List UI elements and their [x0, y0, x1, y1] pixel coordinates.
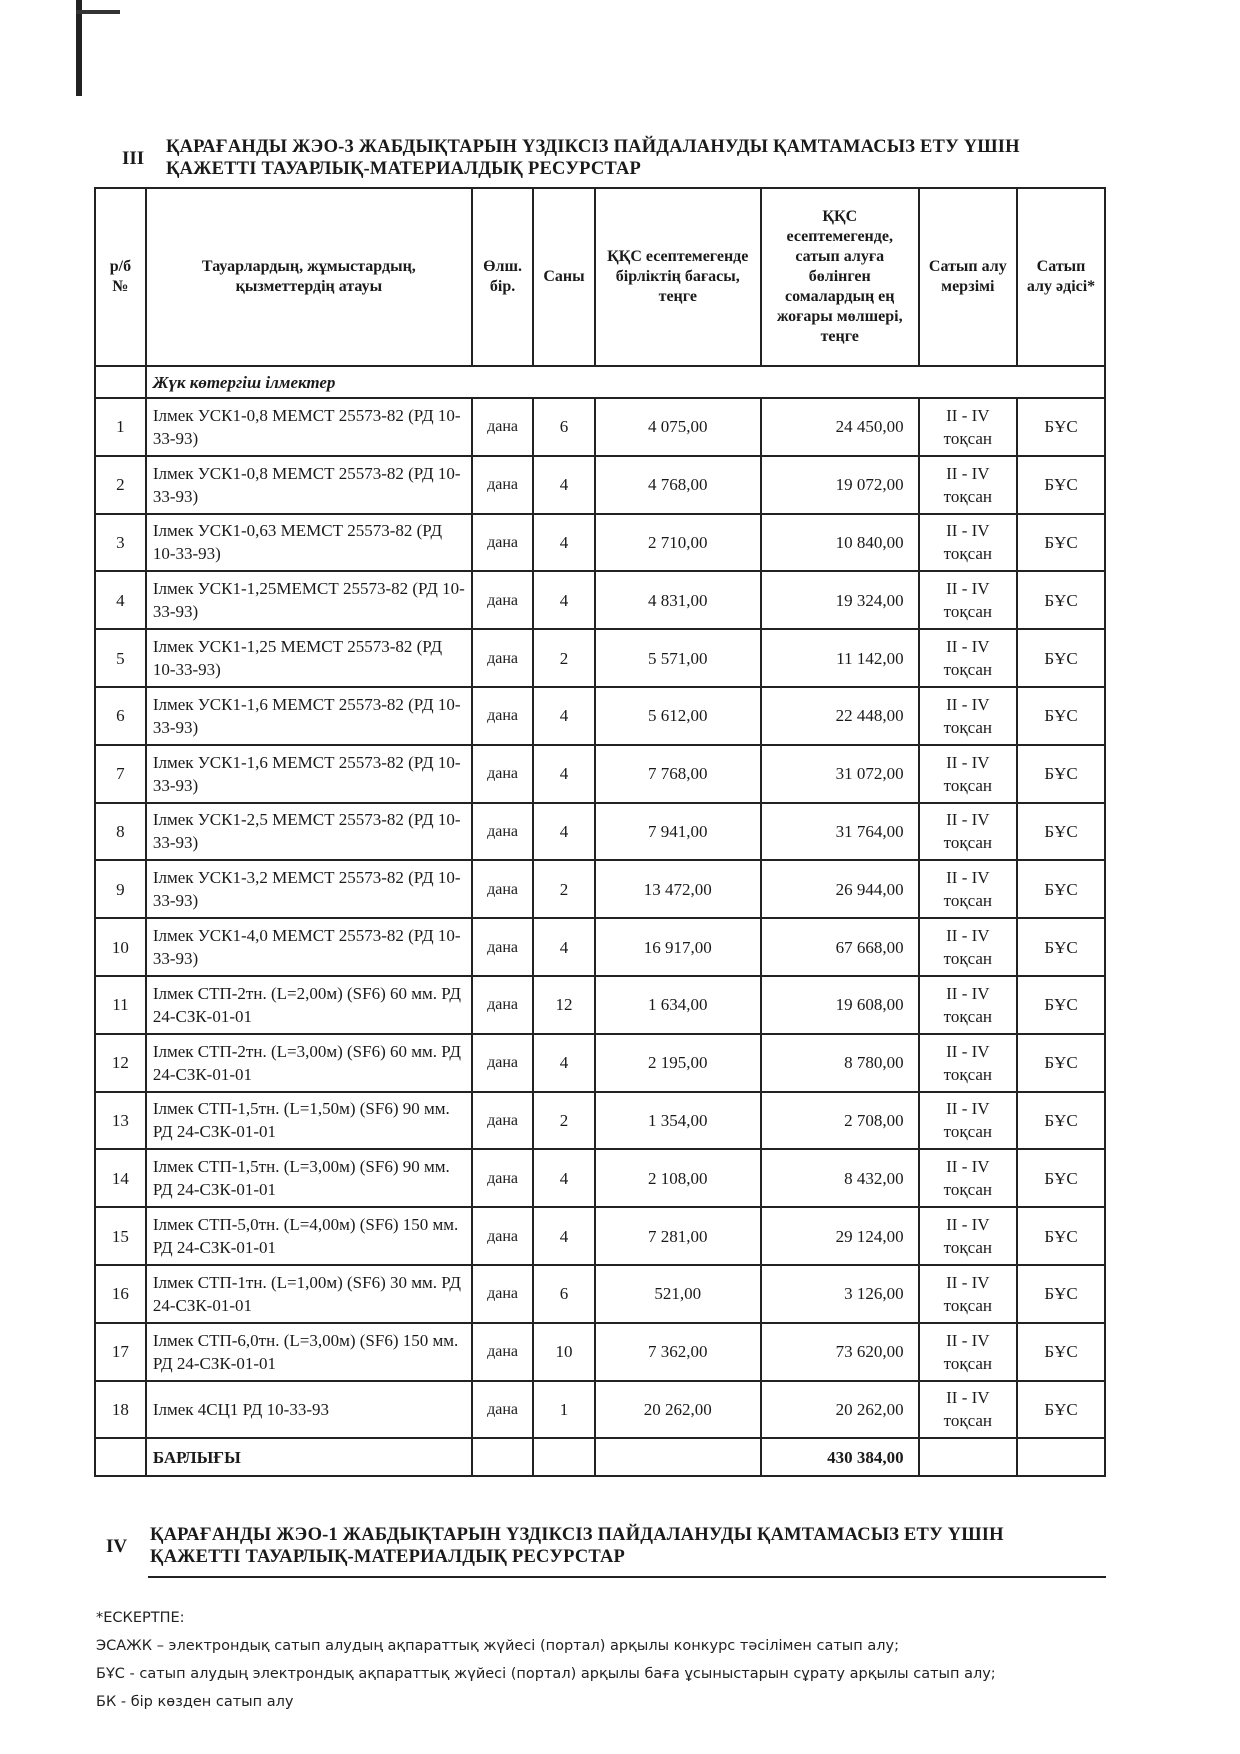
purchase-method-cell: БҰС [1017, 918, 1105, 976]
unit-cell: дана [472, 1323, 533, 1381]
unit-price-cell: 521,00 [595, 1265, 761, 1323]
unit-cell: дана [472, 571, 533, 629]
max-sum-cell: 10 840,00 [761, 514, 919, 572]
item-name: Ілмек СТП-2тн. (L=2,00м) (SF6) 60 мм. РД 24-СЗК-01-01 [146, 976, 472, 1034]
purchase-method-cell: БҰС [1017, 860, 1105, 918]
table-row [95, 629, 1105, 687]
quantity-cell: 1 [533, 1381, 594, 1439]
unit-cell: дана [472, 860, 533, 918]
table-row [95, 1149, 1105, 1207]
section-3-title-line2: ҚАЖЕТТІ ТАУАРЛЫҚ-МАТЕРИАЛДЫҚ РЕСУРСТАР [166, 159, 642, 179]
max-sum-cell: 29 124,00 [761, 1207, 919, 1265]
section-3-number: III [122, 148, 145, 169]
max-sum-cell: 8 780,00 [761, 1034, 919, 1092]
max-sum-cell: 31 764,00 [761, 803, 919, 861]
unit-price-cell: 20 262,00 [595, 1381, 761, 1439]
table-row [95, 803, 1105, 861]
unit-price-cell: 4 831,00 [595, 571, 761, 629]
purchase-term-cell: ІІ - ІV тоқсан [919, 1323, 1017, 1381]
table-row [95, 687, 1105, 745]
purchase-term-cell: ІІ - ІV тоқсан [919, 1381, 1017, 1439]
item-name: Ілмек 4СЦ1 РД 10-33-93 [146, 1381, 472, 1439]
max-sum-cell: 19 608,00 [761, 976, 919, 1034]
max-sum-cell: 19 072,00 [761, 456, 919, 514]
max-sum-cell: 26 944,00 [761, 860, 919, 918]
quantity-cell: 4 [533, 687, 594, 745]
notes-line: БК - бір көзден сатып алу [96, 1694, 294, 1710]
unit-price-cell: 5 571,00 [595, 629, 761, 687]
unit-price-cell: 5 612,00 [595, 687, 761, 745]
row-number: 1 [95, 398, 146, 456]
total-empty-cell [533, 1438, 594, 1476]
unit-price-cell: 7 941,00 [595, 803, 761, 861]
row-number: 9 [95, 860, 146, 918]
purchase-term-cell: ІІ - ІV тоқсан [919, 1207, 1017, 1265]
scan-border-mark [76, 0, 82, 96]
quantity-cell: 4 [533, 456, 594, 514]
unit-cell: дана [472, 918, 533, 976]
item-name: Ілмек УСК1-1,6 МЕМСТ 25573-82 (РД 10-33-93) [146, 745, 472, 803]
max-sum-cell: 19 324,00 [761, 571, 919, 629]
section-3-title-line1: ҚАРАҒАНДЫ ЖЭО-3 ЖАБДЫҚТАРЫН ҮЗДІКСІЗ ПАЙДАЛАНУДЫ ҚАМТАМАСЫЗ ЕТУ ҮШІН [166, 137, 1020, 157]
quantity-cell: 6 [533, 398, 594, 456]
max-sum-cell: 31 072,00 [761, 745, 919, 803]
item-name: Ілмек УСК1-1,25МЕМСТ 25573-82 (РД 10-33-93) [146, 571, 472, 629]
table-row [95, 1092, 1105, 1150]
section-4-title [150, 1524, 1004, 1568]
purchase-method-cell: БҰС [1017, 976, 1105, 1034]
purchase-term-cell: ІІ - ІV тоқсан [919, 803, 1017, 861]
quantity-cell: 2 [533, 1092, 594, 1150]
row-number: 5 [95, 629, 146, 687]
header-method: Сатып алу әдісі* [1017, 188, 1105, 366]
table-row [95, 398, 1105, 456]
row-number: 17 [95, 1323, 146, 1381]
section-4-title-line2: ҚАЖЕТТІ ТАУАРЛЫҚ-МАТЕРИАЛДЫҚ РЕСУРСТАР [150, 1547, 626, 1567]
quantity-cell: 4 [533, 1207, 594, 1265]
item-name: Ілмек УСК1-3,2 МЕМСТ 25573-82 (РД 10-33-93) [146, 860, 472, 918]
row-number: 10 [95, 918, 146, 976]
row-number: 14 [95, 1149, 146, 1207]
row-number: 11 [95, 976, 146, 1034]
table-header-row [95, 188, 1105, 366]
item-name: Ілмек СТП-2тн. (L=3,00м) (SF6) 60 мм. РД 24-СЗК-01-01 [146, 1034, 472, 1092]
total-sum: 430 384,00 [761, 1438, 919, 1476]
header-no: р/б № [95, 188, 146, 366]
group-label: Жүк көтергіш ілмектер [146, 366, 1105, 398]
unit-cell: дана [472, 398, 533, 456]
notes-heading: *ЕСКЕРТПЕ: [96, 1610, 185, 1626]
purchase-method-cell: БҰС [1017, 514, 1105, 572]
quantity-cell: 10 [533, 1323, 594, 1381]
table-row [95, 456, 1105, 514]
purchase-method-cell: БҰС [1017, 1323, 1105, 1381]
table-row [95, 1323, 1105, 1381]
row-number: 12 [95, 1034, 146, 1092]
quantity-cell: 4 [533, 1034, 594, 1092]
unit-cell: дана [472, 687, 533, 745]
table-row [95, 1381, 1105, 1439]
max-sum-cell: 11 142,00 [761, 629, 919, 687]
unit-price-cell: 4 768,00 [595, 456, 761, 514]
item-name: Ілмек СТП-1тн. (L=1,00м) (SF6) 30 мм. РД 24-СЗК-01-01 [146, 1265, 472, 1323]
table-row [95, 1207, 1105, 1265]
max-sum-cell: 67 668,00 [761, 918, 919, 976]
purchase-method-cell: БҰС [1017, 1034, 1105, 1092]
unit-price-cell: 7 281,00 [595, 1207, 761, 1265]
item-name: Ілмек СТП-1,5тн. (L=1,50м) (SF6) 90 мм. РД 24-СЗК-01-01 [146, 1092, 472, 1150]
unit-cell: дана [472, 1207, 533, 1265]
scan-border-mark-top [76, 10, 120, 14]
group-no-cell [95, 366, 146, 398]
header-unit: Өлш. бір. [472, 188, 533, 366]
row-number: 6 [95, 687, 146, 745]
item-name: Ілмек СТП-1,5тн. (L=3,00м) (SF6) 90 мм. РД 24-СЗК-01-01 [146, 1149, 472, 1207]
row-number: 16 [95, 1265, 146, 1323]
quantity-cell: 4 [533, 514, 594, 572]
unit-price-cell: 2 108,00 [595, 1149, 761, 1207]
max-sum-cell: 73 620,00 [761, 1323, 919, 1381]
unit-price-cell: 2 710,00 [595, 514, 761, 572]
unit-cell: дана [472, 803, 533, 861]
item-name: Ілмек УСК1-0,8 МЕМСТ 25573-82 (РД 10-33-93) [146, 398, 472, 456]
item-name: Ілмек УСК1-4,0 МЕМСТ 25573-82 (РД 10-33-93) [146, 918, 472, 976]
quantity-cell: 12 [533, 976, 594, 1034]
section-4-rule [148, 1576, 1106, 1578]
purchase-method-cell: БҰС [1017, 456, 1105, 514]
purchase-method-cell: БҰС [1017, 1149, 1105, 1207]
purchase-term-cell: ІІ - ІV тоқсан [919, 745, 1017, 803]
total-empty-cell [595, 1438, 761, 1476]
purchase-term-cell: ІІ - ІV тоқсан [919, 571, 1017, 629]
purchase-method-cell: БҰС [1017, 687, 1105, 745]
unit-price-cell: 1 634,00 [595, 976, 761, 1034]
row-number: 18 [95, 1381, 146, 1439]
item-name: Ілмек УСК1-2,5 МЕМСТ 25573-82 (РД 10-33-93) [146, 803, 472, 861]
purchase-term-cell: ІІ - ІV тоқсан [919, 687, 1017, 745]
item-name: Ілмек УСК1-1,25 МЕМСТ 25573-82 (РД 10-33-93) [146, 629, 472, 687]
purchase-term-cell: ІІ - ІV тоқсан [919, 918, 1017, 976]
header-price: ҚҚС есептемегенде бірліктің бағасы, теңге [595, 188, 761, 366]
max-sum-cell: 3 126,00 [761, 1265, 919, 1323]
unit-cell: дана [472, 976, 533, 1034]
row-number: 3 [95, 514, 146, 572]
total-row [95, 1438, 1105, 1476]
section-4-number: IV [106, 1536, 128, 1557]
purchase-term-cell: ІІ - ІV тоқсан [919, 456, 1017, 514]
purchase-method-cell: БҰС [1017, 629, 1105, 687]
header-sum: ҚҚС есептемегенде, сатып алуға бөлінген сомалардың ең жоғары мөлшері, теңге [761, 188, 919, 366]
total-empty-cell [919, 1438, 1017, 1476]
purchase-method-cell: БҰС [1017, 1381, 1105, 1439]
purchase-method-cell: БҰС [1017, 803, 1105, 861]
purchase-term-cell: ІІ - ІV тоқсан [919, 1092, 1017, 1150]
max-sum-cell: 20 262,00 [761, 1381, 919, 1439]
purchase-method-cell: БҰС [1017, 1265, 1105, 1323]
purchase-method-cell: БҰС [1017, 745, 1105, 803]
section-4-heading [106, 1524, 1106, 1568]
quantity-cell: 4 [533, 803, 594, 861]
max-sum-cell: 2 708,00 [761, 1092, 919, 1150]
purchase-method-cell: БҰС [1017, 398, 1105, 456]
row-number: 13 [95, 1092, 146, 1150]
unit-cell: дана [472, 514, 533, 572]
item-name: Ілмек СТП-5,0тн. (L=4,00м) (SF6) 150 мм. РД 24-СЗК-01-01 [146, 1207, 472, 1265]
notes-line: ЭСАЖК – электрондық сатып алудың ақпараттық жүйесі (портал) арқылы конкурс тәсілімен сатып алу; [96, 1638, 899, 1654]
table-row [95, 571, 1105, 629]
unit-price-cell: 4 075,00 [595, 398, 761, 456]
unit-price-cell: 16 917,00 [595, 918, 761, 976]
quantity-cell: 2 [533, 860, 594, 918]
section-3-heading [122, 136, 1020, 180]
item-name: Ілмек УСК1-1,6 МЕМСТ 25573-82 (РД 10-33-93) [146, 687, 472, 745]
purchase-term-cell: ІІ - ІV тоқсан [919, 1034, 1017, 1092]
unit-price-cell: 7 362,00 [595, 1323, 761, 1381]
max-sum-cell: 22 448,00 [761, 687, 919, 745]
table-row [95, 514, 1105, 572]
purchase-method-cell: БҰС [1017, 1092, 1105, 1150]
total-no-cell [95, 1438, 146, 1476]
header-name: Тауарлардың, жұмыстардың, қызметтердің атауы [146, 188, 472, 366]
unit-price-cell: 2 195,00 [595, 1034, 761, 1092]
section-3-title [166, 136, 1020, 180]
unit-cell: дана [472, 1265, 533, 1323]
table-row [95, 1265, 1105, 1323]
total-empty-cell [1017, 1438, 1105, 1476]
unit-cell: дана [472, 1092, 533, 1150]
purchase-term-cell: ІІ - ІV тоқсан [919, 860, 1017, 918]
item-name: Ілмек УСК1-0,8 МЕМСТ 25573-82 (РД 10-33-93) [146, 456, 472, 514]
purchase-term-cell: ІІ - ІV тоқсан [919, 976, 1017, 1034]
purchase-term-cell: ІІ - ІV тоқсан [919, 514, 1017, 572]
row-number: 15 [95, 1207, 146, 1265]
section-4-title-line1: ҚАРАҒАНДЫ ЖЭО-1 ЖАБДЫҚТАРЫН ҮЗДІКСІЗ ПАЙДАЛАНУДЫ ҚАМТАМАСЫЗ ЕТУ ҮШІН [150, 1525, 1004, 1545]
table-row [95, 976, 1105, 1034]
notes-line: БҰС - сатып алудың электрондық ақпараттық жүйесі (портал) арқылы баға ұсыныстарын сұрату арқылы сатып алу; [96, 1666, 996, 1682]
unit-price-cell: 1 354,00 [595, 1092, 761, 1150]
quantity-cell: 4 [533, 1149, 594, 1207]
total-empty-cell [472, 1438, 533, 1476]
header-term: Сатып алу мерзімі [919, 188, 1017, 366]
row-number: 4 [95, 571, 146, 629]
quantity-cell: 4 [533, 571, 594, 629]
purchase-method-cell: БҰС [1017, 571, 1105, 629]
row-number: 8 [95, 803, 146, 861]
table-row [95, 1034, 1105, 1092]
row-number: 7 [95, 745, 146, 803]
table-row [95, 860, 1105, 918]
item-name: Ілмек СТП-6,0тн. (L=3,00м) (SF6) 150 мм. РД 24-СЗК-01-01 [146, 1323, 472, 1381]
purchase-term-cell: ІІ - ІV тоқсан [919, 398, 1017, 456]
unit-cell: дана [472, 629, 533, 687]
max-sum-cell: 8 432,00 [761, 1149, 919, 1207]
unit-cell: дана [472, 1381, 533, 1439]
table-row [95, 745, 1105, 803]
group-row [95, 366, 1105, 398]
header-qty: Саны [533, 188, 594, 366]
total-label: БАРЛЫҒЫ [146, 1438, 472, 1476]
item-name: Ілмек УСК1-0,63 МЕМСТ 25573-82 (РД 10-33-93) [146, 514, 472, 572]
unit-cell: дана [472, 456, 533, 514]
quantity-cell: 6 [533, 1265, 594, 1323]
purchase-term-cell: ІІ - ІV тоқсан [919, 1149, 1017, 1207]
unit-cell: дана [472, 1149, 533, 1207]
unit-cell: дана [472, 1034, 533, 1092]
max-sum-cell: 24 450,00 [761, 398, 919, 456]
table-row [95, 918, 1105, 976]
unit-cell: дана [472, 745, 533, 803]
purchase-term-cell: ІІ - ІV тоқсан [919, 1265, 1017, 1323]
row-number: 2 [95, 456, 146, 514]
purchase-method-cell: БҰС [1017, 1207, 1105, 1265]
quantity-cell: 4 [533, 745, 594, 803]
notes-block [96, 1604, 1136, 1716]
unit-price-cell: 7 768,00 [595, 745, 761, 803]
quantity-cell: 2 [533, 629, 594, 687]
resources-table [94, 187, 1106, 1477]
unit-price-cell: 13 472,00 [595, 860, 761, 918]
quantity-cell: 4 [533, 918, 594, 976]
purchase-term-cell: ІІ - ІV тоқсан [919, 629, 1017, 687]
